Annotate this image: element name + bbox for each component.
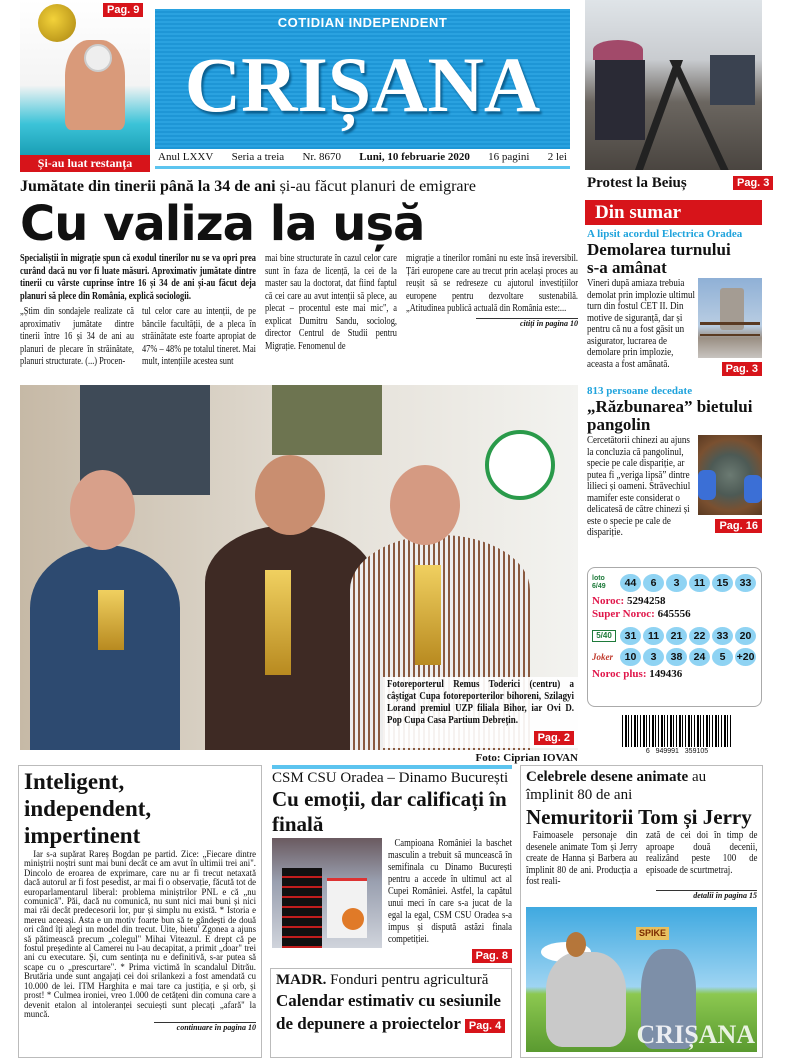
- kicker-bold: MADR.: [276, 972, 327, 988]
- sidebar-title: Din sumar: [585, 200, 762, 225]
- photo-caption: Fotoreporterul Remus Toderici (centru) a câștigat Cupa fotoreporterilor bihoreni, Szilagyi Lorand premiul UZP filiala Bihor, iar Ovi D. Pop Cupa Casa Partium Debrețin.: [387, 679, 574, 726]
- joker-logo: Joker: [592, 652, 613, 662]
- noroc-plus-result: [592, 668, 757, 681]
- lottery-ball: 20: [735, 627, 756, 645]
- page-badge: Pag. 2: [534, 731, 574, 745]
- lead-col1: „Știm din sondajele realizate că aproximativ jumătate dintre tinerii între 16 și 34 de ani au planuri de plecare în străinătate, planuri structurate. (...) Procen-: [20, 305, 134, 367]
- madr-headline[interactable]: [276, 989, 506, 1035]
- water-polo-photo: [20, 0, 150, 155]
- kicker-rest: și-au făcut planuri de emigrare: [275, 178, 476, 195]
- issue-date: Luni, 10 februarie 2020: [359, 151, 470, 163]
- editorial-box: [18, 765, 262, 1058]
- watermark: CRIȘANA: [636, 1020, 755, 1049]
- lottery-ball: 38: [666, 648, 687, 666]
- kicker-rest: au împlinit 80 de ani: [526, 769, 707, 803]
- noroc-value: 5294258: [626, 595, 666, 607]
- lottery-ball: 33: [735, 574, 756, 592]
- lottery-ball: 5: [712, 648, 733, 666]
- tomjerry-box: [520, 765, 763, 1058]
- protest-photo: [585, 0, 762, 170]
- lottery-ball: 3: [643, 648, 664, 666]
- sport-column: [270, 765, 512, 1058]
- sidebar-kicker: 813 persoane decedate: [587, 385, 693, 397]
- masthead-tagline: COTIDIAN INDEPENDENT: [277, 15, 448, 30]
- madr-box: [270, 968, 512, 1058]
- super-noroc-result: [592, 608, 757, 621]
- lottery-ball: 11: [643, 627, 664, 645]
- masthead-logo: [155, 9, 570, 149]
- sidebar-text: Cercetătorii chinezi au ajuns la concluzia că pangolinul, specie pe cale dispariție, ar putea fi „veriga lipsă” dintre lilieci și oameni. Străvechiul mamifer este considerat o delicatesă de către chinezi și este o specie pe cale de dispariție.: [587, 434, 691, 538]
- tomjerry-headline[interactable]: Nemuritorii Tom și Jerry: [526, 805, 752, 829]
- photo-credit: Foto: Ciprian IOVAN: [475, 752, 578, 764]
- page-badge: Pag. 3: [722, 362, 762, 376]
- page-badge: Pag. 16: [715, 519, 762, 533]
- lottery-ball: +20: [735, 648, 756, 666]
- lead-col4: migrație a tinerilor români nu este însă ireversibil. Țări europene care au trecut prin același proces au reușit să se redreseze cu ajutorul investițiilor europene pentru dezvoltare sustenabilă. „Atitudinea publică actuală din România este:...: [406, 252, 578, 314]
- continue-link[interactable]: continuare în pagina 10: [154, 1022, 256, 1033]
- sidebar-headline[interactable]: Demolarea turnului s-a amânat: [587, 240, 731, 277]
- issue-year: Anul LXXV: [158, 151, 214, 163]
- lottery-ball: 22: [689, 627, 710, 645]
- lottery-ball: 21: [666, 627, 687, 645]
- sport-headline[interactable]: Cu emoții, dar calificați în finală: [272, 787, 507, 836]
- tomjerry-kicker: [526, 768, 757, 804]
- pangolin-photo: [698, 435, 762, 515]
- loto-540-logo: 5/40: [592, 630, 616, 642]
- issue-pages: 16 pagini: [488, 151, 530, 163]
- lottery-ball: 3: [666, 574, 687, 592]
- lottery-ball: 24: [689, 648, 710, 666]
- lottery-ball: 33: [712, 627, 733, 645]
- editorial-headline[interactable]: Inteligent, independent, impertinent: [24, 769, 152, 848]
- page-badge: Pag. 3: [733, 176, 773, 190]
- lead-intro: Specialiștii în migrație spun că exodul tinerilor nu se va opri prea curând dacă nu vor fi luate măsuri. Aproximativ jumătate dintre tinerii cu vârste cuprinse între 16 și 34 de ani și-au făcut deja planuri să plece din România, explică sociologii.: [20, 252, 256, 302]
- tomjerry-text-col2: zată de cei doi în timp de aproape două decenii, realizând peste 100 de episoade de scurtmetraj.: [645, 830, 757, 876]
- noroc-label: Noroc:: [592, 595, 625, 607]
- continue-link[interactable]: detalii în pagina 15: [656, 890, 757, 901]
- editorial-text: Iar s-a supărat Rareș Bogdan pe partid. Zice: „Fiecare dintre miniștrii noștri sunt mai buni decât ce am avut în ultimii trei ani". Dincolo de eroarea de exprimare, care nu ar fi trecut netaxată dacă autorul ar fi fost pesedist, ar mai fi o observație, făcută tot de europarlamentarul liberal: problema miniștrilor PNL e că „nu comunică". Păi, dacă nu comunică, nu sunt nici mai buni și nici mai răi decât predecesorii lor, pur și simplu nu există. * Istoria e mereu aceeași. Asta e un motiv foarte bun să te gândești de două ori când îți alegi un model din trecut. Uite, bietu' Zgonea a ajuns să pătimească precum „colegul" Mihai Viteazul. E drept că pe fostul președinte al Camerei nu l-au decapitat, a primit „doar" trei ani cu executare. Și, cum sentința nu e definitivă, s-ar putea să scape cu o „prescurtare". * Prima victimă în scandalul Ditrău. Brutăria unde sunt angajați cei doi srilankezi a fost amendată cu 10.000 de lei. ITM Harghita e mai tare ca justiția, e și orb, și prost! * Culmea ironiei, vreo 1.000 de cetățeni din comuna care a devenit etalon al intoleranței secuiești sunt plecați „afară" la muncă.: [24, 850, 256, 1020]
- barcode: [622, 715, 732, 759]
- divider: [155, 166, 570, 169]
- noroc-plus-value: 149436: [649, 668, 683, 680]
- issue-price: 2 lei: [547, 151, 567, 163]
- kicker-bold: Jumătate din tinerii până la 34 de ani: [20, 178, 276, 195]
- lottery-ball: 11: [689, 574, 710, 592]
- page-badge: Pag. 4: [465, 1019, 505, 1033]
- sport-kicker: CSM CSU Oradea – Dinamo București: [272, 770, 509, 786]
- basketball-photo: [272, 838, 382, 948]
- issue-number: Nr. 8670: [302, 151, 341, 163]
- tomjerry-text-col1: Faimoasele personaje din desenele animate Tom și Jerry create de Hanna și Barbera au împlinit 80 de ani. Producția a fost reali-: [526, 830, 638, 887]
- noroc-result: [592, 595, 757, 608]
- barcode-digits: 6 949991 359105: [645, 748, 709, 755]
- spike-sign: SPIKE: [636, 927, 669, 940]
- lead-headline[interactable]: Cu valiza la ușă: [20, 196, 425, 252]
- page-badge: Pag. 8: [472, 949, 512, 963]
- lottery-ball: 6: [643, 574, 664, 592]
- tom-jerry-image: [526, 907, 757, 1053]
- teaser-caption[interactable]: Și-au luat restanța: [20, 155, 150, 172]
- page-badge: Pag. 9: [103, 3, 143, 17]
- loto-649-logo: loto 6/49: [592, 575, 606, 590]
- sidebar-list: [587, 228, 762, 539]
- tower-photo: [698, 278, 762, 358]
- lottery-ball: 10: [620, 648, 641, 666]
- lead-col2: tul celor care au intenții, de pe băncile facultății, de a pleca în străinătate este foarte apropiat de 47% – 48% pe totalul tineret. Mai mult, intențiile acestea sunt: [142, 305, 256, 367]
- continue-link[interactable]: citiți în pagina 10: [476, 318, 578, 329]
- lead-col3: mai bine structurate în cazul celor care sunt în faza de licență, la cei de la master sau la doctorat, dat fiind faptul că cei care au avut intenții să plece, au plecat – procentul este mai mic", a explicat Dumitru Sandu, sociolog, director Centrul de Studii pentru Migrație. Fenomenul de: [265, 252, 397, 352]
- sport-text: Campioana României la baschet masculin a trebuit să muncească în semifinala cu Dinamo București pentru a accede în ultimul act al Cupei României. Astfel, la capătul unui meci în care s-a jucat de la egal la egal, CSM CSU Oradea s-a impus și dispută astăzi finala competiției.: [388, 838, 512, 945]
- super-noroc-value: 645556: [657, 608, 691, 620]
- photo-caption-box: [383, 677, 578, 748]
- kicker-bold: Celebrele desene animate: [526, 769, 689, 785]
- masthead-title: CRIȘANA: [184, 41, 541, 128]
- teaser-caption[interactable]: Protest la Beiuș: [587, 175, 687, 191]
- sidebar-item[interactable]: [587, 385, 762, 539]
- lead-body: [20, 252, 578, 368]
- lottery-ball: 44: [620, 574, 641, 592]
- sidebar-kicker: A lipsit acordul Electrica Oradea: [587, 228, 743, 240]
- sidebar-text: Vineri după amiaza trebuia demolat prin implozie ultimul turn din fostul CET II. Din motive de siguranță, dar și pentru că nu a fost găsit un asigurator, lucrarea de demolare prin implozie, aceasta a fost amânată.: [587, 277, 695, 370]
- lottery-ball: 15: [712, 574, 733, 592]
- madr-kicker: [276, 971, 506, 989]
- kicker-rest: Fonduri pentru agricultură: [326, 972, 489, 988]
- madr-headline-text: Calendar estimativ cu sesiunile de depunere a proiectelor: [276, 991, 501, 1033]
- super-noroc-label: Super Noroc:: [592, 608, 655, 620]
- issue-series: Seria a treia: [231, 151, 285, 163]
- sidebar-headline[interactable]: „Răzbunarea” bietului pangolin: [587, 397, 753, 434]
- noroc-plus-label: Noroc plus:: [592, 668, 647, 680]
- lottery-results: [587, 567, 762, 707]
- sidebar-item[interactable]: [587, 228, 762, 377]
- issue-info-bar: [155, 151, 570, 164]
- lottery-ball: 31: [620, 627, 641, 645]
- lead-kicker: [20, 178, 476, 196]
